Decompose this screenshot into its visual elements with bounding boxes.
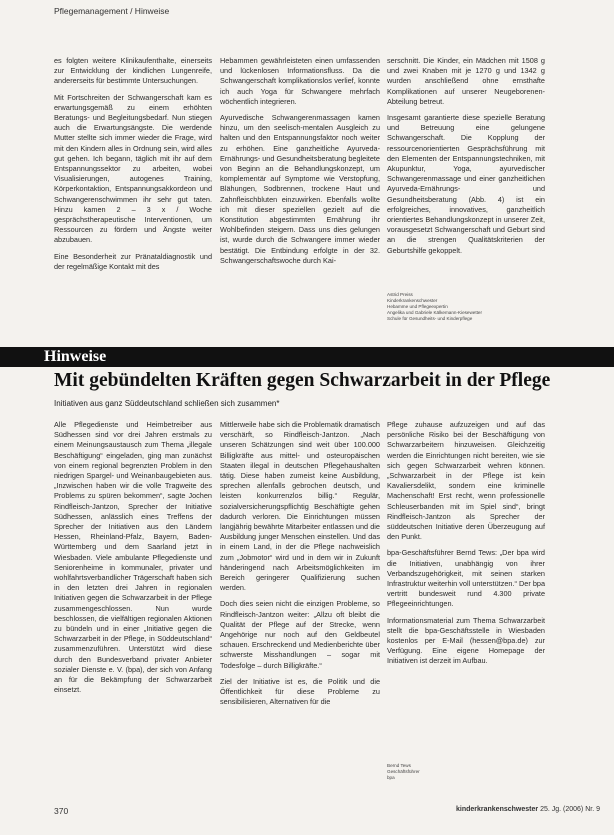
- journal-footer: [456, 806, 600, 813]
- hinweise-column-3: [387, 420, 545, 673]
- section-header: Pflegemanagement / Hinweise: [54, 6, 170, 16]
- journal-issue: 25. Jg. (2006) Nr. 9: [540, 806, 600, 813]
- top-article-column-2: [220, 56, 380, 272]
- article-signature: [387, 763, 420, 781]
- journal-title: kinderkrankenschwester: [456, 806, 539, 813]
- page-number: 370: [54, 806, 69, 816]
- paragraph: Ayurvedische Schwangerenmassagen kamen hinzu, um den seelisch-mentalen Ausgleich zu halten und den Entspannungsfaktor noch weiter zu erhöhen. Eine ganzheitliche Ayurveda-Ernährungs- und Gesundheitsberatung begleitete von Beginn an die Behandlungskonzept, um komplementär auf Symptome wie Verstopfung, Blähungen, Sodbrennen, trockene Haut und Zahnfleischbluten einzuwirken. Ebenfalls wollte ich mit dieser speziellen gezielt auf die Konstitution abgestimmten Ernährung ihr Wohlbefinden steigern. Dass uns dies gelungen ist, wurde durch die Schwangere immer wieder bestätigt. Die Entbindung erfolgte in der 32. Schwangerschaftswoche durch Kai-: [220, 113, 380, 265]
- signature-line: Geschäftsführer: [387, 769, 420, 774]
- signature-line: bpa: [387, 775, 395, 780]
- author-credits: [387, 292, 545, 322]
- hinweise-column-1: [54, 420, 212, 701]
- credit-line: Schule für Gesundheits- und Kinderpflege: [387, 316, 473, 321]
- paragraph: serschnitt. Die Kinder, ein Mädchen mit 1508 g und zwei Knaben mit je 1270 g und 1342 g wurden anschließend ohne ernsthafte Komplikationen auf unserer Neugeborenen-Abteilung betreut.: [387, 56, 545, 106]
- paragraph: Pflege zuhause aufzuzeigen und auf das persönliche Risiko bei der Beschäftigung von Schwarzarbeitern hinzuweisen. Gleichzeitig werden die Einrichtungen nicht bereiten, wie sie sich gegen Schwarzarbeit wehren können. „Schwarzarbeit in der Pflege ist kein Kavaliersdelikt, sondern eine kriminelle Machenschaft! Erst recht, wenn professionelle Schleuserbanden mit im Spiel sind“, bringt Rindfleisch-Jantzon als Sprecher der süddeutschen Initiative deren Überzeugung auf den Punkt.: [387, 420, 545, 542]
- paragraph: Informationsmaterial zum Thema Schwarzarbeit stellt die bpa-Geschäftsstelle in Wiesbaden kostenlos per E-Mail (hessen@bpa.de) zur Verfügung. Eine eigene Homepage der Initiativen ist derzeit im Aufbau.: [387, 615, 545, 666]
- paragraph: Mit Fortschreiten der Schwangerschaft kam es erwartungsgemäß zu einem erhöhten Beratungs- und Begleitungsbedarf. Nun stiegen auch die Erwartungsängste. Die werdende Mutter stellte sich immer wieder die Frage, wird mit den Kindern alles in Ordnung sein, wird alles gut gehen. Ich begann, täglich mit ihr auf dem Entspannungssektor zu arbeiten, wobei Visualisierungen, autogenes Training, Körperkontaktion, Entspannungsakkordeon und Schwangerenschwimmen ihr sehr gut taten. Hinzu kamen 2 – 3 x / Woche gesprächstherapeutische Interventionen, um Ressourcen zu fördern und Ängste weiter abzubauen.: [54, 92, 212, 245]
- paragraph: Ziel der Initiative ist es, die Politik und die Öffentlichkeit für diese Probleme zu sensibilisieren, Alternativen für die: [220, 676, 380, 707]
- credit-line: Angelika und Gabriele Kälkemann-Kiesewetter: [387, 310, 482, 315]
- article-subheadline: Initiativen aus ganz Süddeutschland schließen sich zusammen*: [54, 399, 280, 408]
- credit-line: Kinderkrankenschwester: [387, 298, 438, 303]
- credit-line: Hebamme und Pflegeexpertin: [387, 304, 448, 309]
- paragraph: Insgesamt garantierte diese spezielle Beratung und Betreuung eine gelungene Schwangerschaft. Die Kopplung der ressourcenorientierten Gesprächsführung mit den Elementen der Entspannungstechniken, mit Akupunktur, Yoga, ayurvedischer Schwangerenmassage und einer ganzheitlichen Ayurveda-Ernährungs- und Gesundheitsberatung (Abb. 4) ist ein erfolgreiches, innovatives, ganzheitlich orientiertes Behandlungskonzept in unserer Zeit, vorausgesetzt Schwangerschaft und Geburt sind an die strengen Qualitätskriterien der Geburtshilfe gekoppelt.: [387, 113, 545, 255]
- signature-line: Bernd Tews: [387, 763, 411, 768]
- paragraph: Hebammen gewährleisteten einen umfassenden und lückenlosen Informationsfluss. Da die Schwangerschaft komplikationslos verlief, konnte ich auch Yoga für Schwangere mehrfach wöchentlich integrieren.: [220, 56, 380, 106]
- hinweise-column-2: [220, 420, 380, 713]
- top-article-column-3: [387, 56, 545, 262]
- article-headline: Mit gebündelten Kräften gegen Schwarzarbeit in der Pflege: [54, 370, 551, 391]
- paragraph: Mittlerweile habe sich die Problematik dramatisch verschärft, so Rindfleisch-Jantzon. „Nach unseren Schätzungen sind weit über 100.000 Billigkräfte aus mittel- und osteuropäischen Staaten illegal in deutschen Pflegehaushalten tätig. Diese haben zumeist keine Ausbildung, sprechen allenfalls gebrochen deutsch, und leisten konkurrenzlos billig.“ Regulär, sozialversicherungspflichtig Beschäftigte gehen dadurch verloren. Die Einrichtungen müssen langjährig bewährte Mitarbeiter entlassen und die Ausbildung junger Menschen einstellen. Und das in einem Land, in der die Pflege nachweislich zum „Jobmotor“ wird und in dem wir in Zukunft händeringend nach Arbeitsmöglichkeiten im Bereich geringerer Qualifizierung suchen werden.: [220, 420, 380, 593]
- paragraph: bpa-Geschäftsführer Bernd Tews: „Der bpa wird die Initiativen, unabhängig von ihrer Verbandszugehörigkeit, mit seinen starken Infrastruktur weiterhin voll unterstützen.“ Der bpa vertritt bundesweit rund 4.300 private Pflegeeinrichtungen.: [387, 548, 545, 609]
- paragraph: Eine Besonderheit zur Pränataldiagnostik und der regelmäßige Kontakt mit des: [54, 251, 212, 271]
- credit-line: Astrid Preiss: [387, 292, 413, 297]
- section-banner-label: Hinweise: [44, 348, 107, 365]
- paragraph: Doch dies seien nicht die einzigen Probleme, so Rindfleisch-Jantzon weiter: „Allzu oft bleibt die Qualität der Pflege auf der Strecke, wenn Angehörige nur noch auf den Geldbeutel schauen. Erschreckend und Medienberichte über schwerste Misshandlungen – sogar mit Todesfolge – durch Billigkräfte.“: [220, 599, 380, 670]
- top-article-column-1: [54, 56, 212, 278]
- paragraph: es folgten weitere Klinikaufenthalte, einerseits zur Entwicklung der kindlichen Lungenreife, andererseits für bestimmte Untersuchungen.: [54, 56, 212, 86]
- paragraph: Alle Pflegedienste und Heimbetreiber aus Südhessen sind vor drei Jahren erstmals zu einem Meinungsaustausch zum Thema „illegale Beschäftigung“ eingeladen, ging man zunächst von einem regional begrenzten Problem in den niedrigen Spargel- und Weinanbaugebieten aus. „Inzwischen haben wir die volle Tragweite des Problems zu spüren bekommen“, sagte Jochen Rindfleisch-Jantzon, Sprecher der Initiative Südhessen, anlässlich eines Treffens der Sprecher der Initiativen aus den Ländern Hessen, Rheinland-Pfalz, Bayern, Baden-Württemberg und dem Saarland jetzt in Wiesbaden. Viele ambulante Pflegedienste und Seniorenheime in kommunaler, privater und wohlfahrtsverbandlicher Trägerschaft haben sich in den letzten drei Jahren in regionalen Initiativen gegen die Schwarzarbeit in der Pflege zusammengeschlossen. Nun wurde beschlossen, die vielfältigen regionalen Aktionen zu bündeln und in einer „Initiative gegen die Schwarzarbeit in der Pflege, in Süddeutschland“ zusammenzuführen. Unterstützt wird diese durch den Bundesverband privater Anbieter sozialer Dienste e. V. (bpa), der sich von Anfang an für die Bekämpfung der Schwarzarbeit einsetzt.: [54, 420, 212, 695]
